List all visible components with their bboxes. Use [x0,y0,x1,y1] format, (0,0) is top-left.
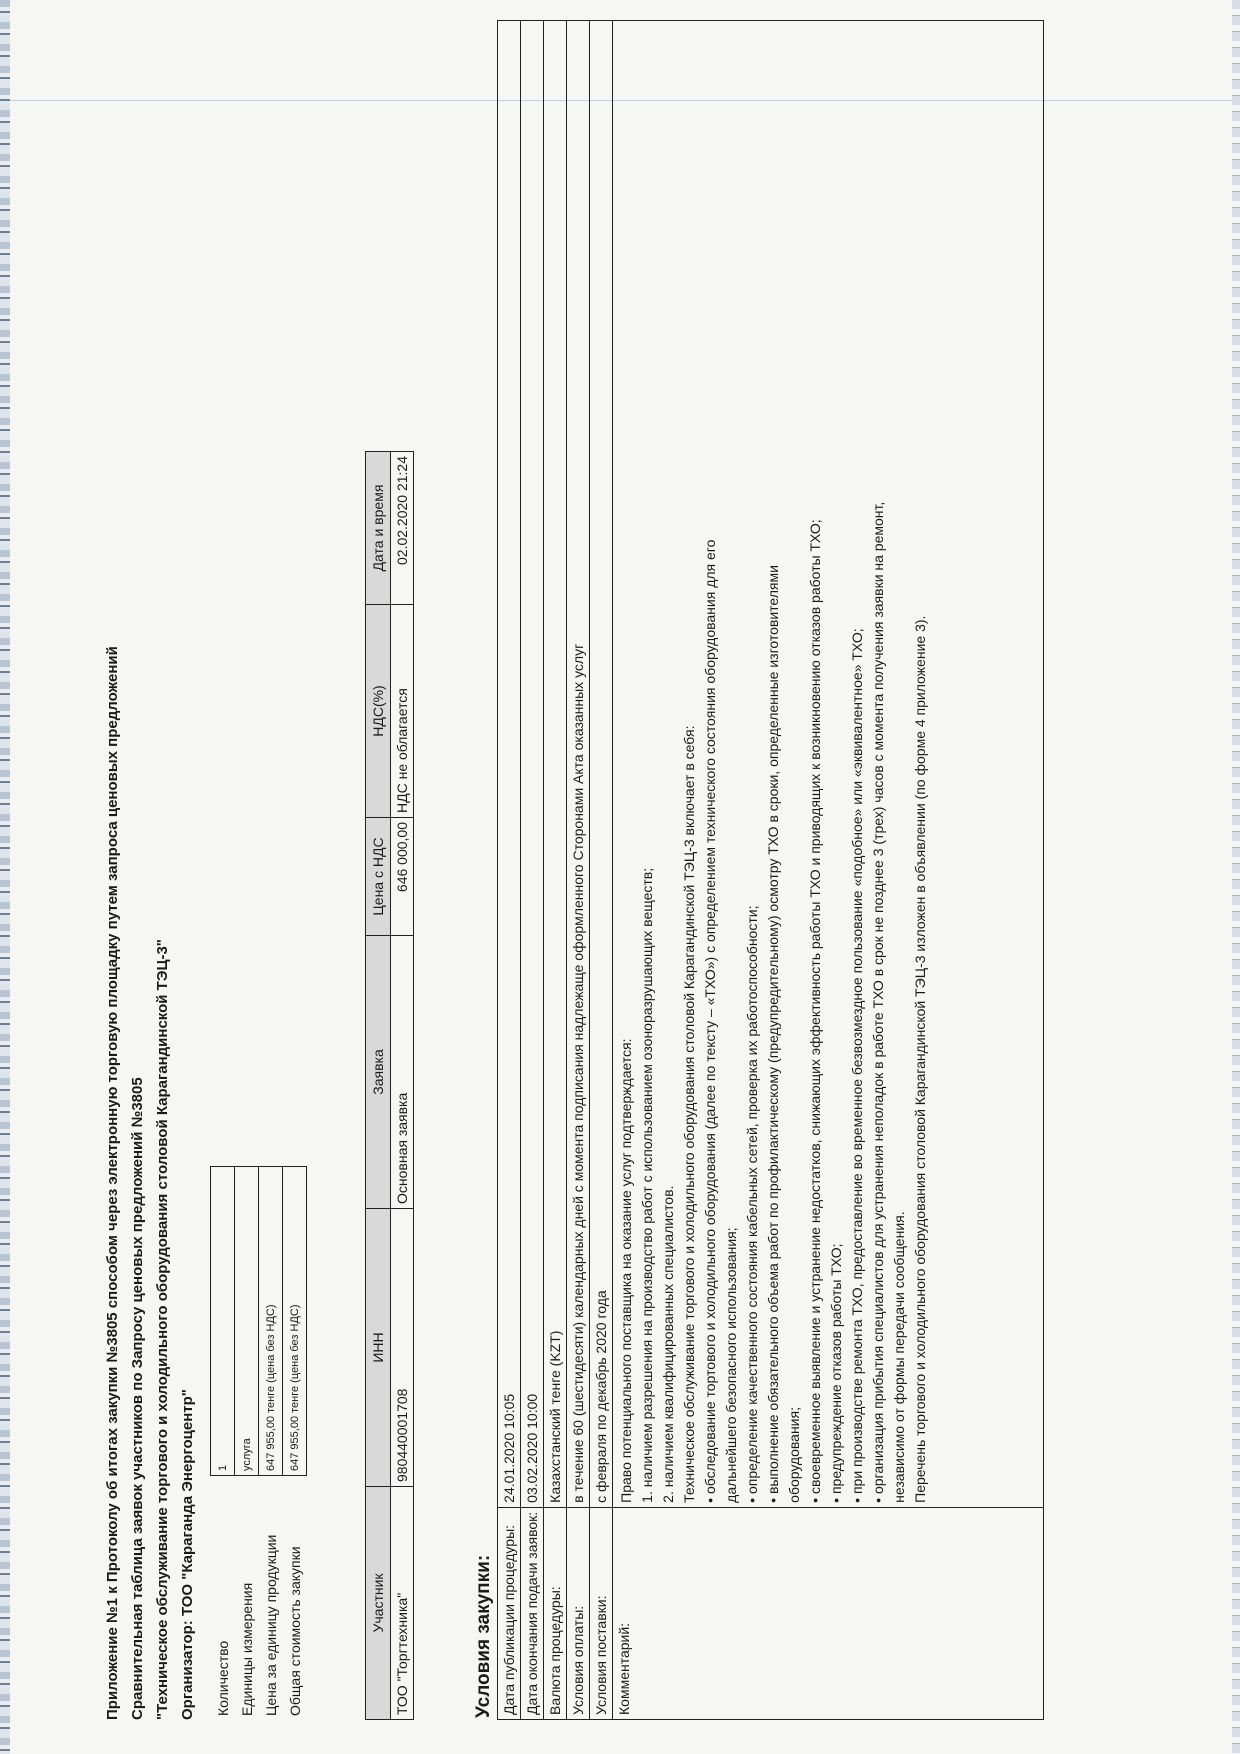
delivery-terms-value: с февраля по декабрь 2020 года [590,21,613,1508]
comment-value [613,21,1044,1508]
unit-price-value: 647 955,00 тенге (цена без НДС) [259,1167,283,1476]
deadline-value: 03.02.2020 10:00 [521,21,544,1508]
participant-name: ТОО "Торгтехника" [391,1487,414,1720]
quantity-value: 1 [211,1167,235,1476]
participant-price: 646 000,00 [391,818,414,936]
header-line-1: Приложение №1 к Протоколу об итогах закупки №3805 способом через электронную торговую площадку путем запроса ценовых предложений [104,646,121,1720]
participants-table [365,451,414,1720]
comment-line: 2. наличием квалифицированных специалистов. [660,1185,676,1503]
unit-price-label: Цена за единицу продукции [262,1534,279,1716]
comment-line: • организация прибытия специалистов для устранения неполадок в работе ТХО в срок не позднее 3 (трех) часов с момента получения заявки на ремонт, [870,501,886,1503]
comment-line: 1. наличием разрешения на производство работ с использованием озоноразрушающих веществ; [639,867,655,1503]
table-row [498,21,521,1720]
comment-line: • своевременное выявление и устранение недостатков, снижающих эффективность работы ТХО и приводящих к возникновению отказов работы ТХО; [807,519,823,1503]
delivery-terms-label: Условия поставки: [590,1507,613,1719]
col-participant: Участник [366,1487,391,1720]
participant-datetime: 02.02.2020 21:24 [391,452,414,605]
comment-line: дальнейшего безопасного использования; [723,1227,739,1503]
quantity-table [210,1166,307,1720]
comment-line: Перечень торгового и холодильного оборудования столовой Карагандинской ТЭЦ-3 изложен в объявлении (по форме 4 приложение 3). [912,615,928,1503]
table-row [259,1167,283,1721]
comment-label: Комментарий: [613,1507,1044,1719]
unit-label: Единицы измерения [238,1582,255,1716]
table-row [283,1167,307,1721]
scan-edge-right [1232,0,1240,1754]
publication-date-label: Дата публикации процедуры: [498,1507,521,1719]
table-row [544,21,567,1720]
publication-date-value: 24.01.2020 10:05 [498,21,521,1508]
table-row [613,21,1044,1720]
table-header-row [366,452,391,1720]
col-application: Заявка [366,936,391,1209]
comment-line: • определение качественного состояния кабельных сетей, проверка их работоспособности; [744,905,760,1503]
participant-vat: НДС не облагается [391,605,414,818]
col-inn: ИНН [366,1209,391,1487]
rotated-page [100,20,1100,1720]
conditions-title: Условия закупки: [473,1554,494,1718]
conditions-table [497,20,1044,1720]
unit-value: услуга [235,1167,259,1476]
comment-line: Техническое обслуживание торгового и холодильного оборудования столовой Карагандинской ТЭЦ-3 включает в себя: [681,725,697,1503]
payment-terms-label: Условия оплаты: [567,1507,590,1719]
comment-line: независимо от формы передачи сообщения. [891,1211,907,1503]
table-row [211,1167,235,1721]
comment-line: • обследование тортового и холодильного оборудования (далее по тексту – «ТХО») с определением технического состояния оборудования для его [702,539,718,1503]
participant-application: Основная заявка [391,936,414,1209]
document-header [100,646,200,1720]
scan-edge-left [0,0,10,1754]
col-price: Цена с НДС [366,818,391,936]
table-row [235,1167,259,1721]
deadline-label: Дата окончания подачи заявок: [521,1507,544,1719]
currency-label: Валюта процедуры: [544,1507,567,1719]
comment-line: • выполнение обязательного объема работ по профилактическому (предупредительному) осмотру ТХО в сроки, определенные изготовителями [765,565,781,1503]
header-line-4: Организатор: ТОО "Караганда Энергоцентр" [179,1389,196,1720]
quantity-label: Количество [214,1640,231,1716]
total-cost-value: 647 955,00 тенге (цена без НДС) [283,1167,307,1476]
currency-value: Казахстанский тенге (KZT) [544,21,567,1508]
header-line-3: "Техническое обслуживание торгового и холодильного оборудования столовой Карагандинской ТЭЦ-3" [154,939,171,1720]
col-datetime: Дата и время [366,452,391,605]
table-row [391,452,414,1720]
table-row [567,21,590,1720]
table-row [590,21,613,1720]
participant-inn: 980440001708 [391,1209,414,1487]
comment-line: • при производстве ремонта ТХО, предоставление во временное безвозмездное пользование «подобное» или «эквивалентное» ТХО; [849,628,865,1503]
comment-line: • предупреждение отказов работы ТХО; [828,1243,844,1503]
payment-terms-value: в течение 60 (шестидесяти) календарных дней с момента подписания надлежаще оформленного Сторонами Акта оказанных услуг [567,21,590,1508]
comment-line: Право потенциального поставщика на оказание услуг подтверждается: [618,1038,634,1503]
total-cost-label: Общая стоимость закупки [286,1546,303,1716]
header-line-2: Сравнительная таблица заявок участников по Запросу ценовых предложений №3805 [129,1077,146,1720]
col-vat: НДС(%) [366,605,391,818]
comment-line: оборудования; [786,1407,802,1503]
table-row [521,21,544,1720]
